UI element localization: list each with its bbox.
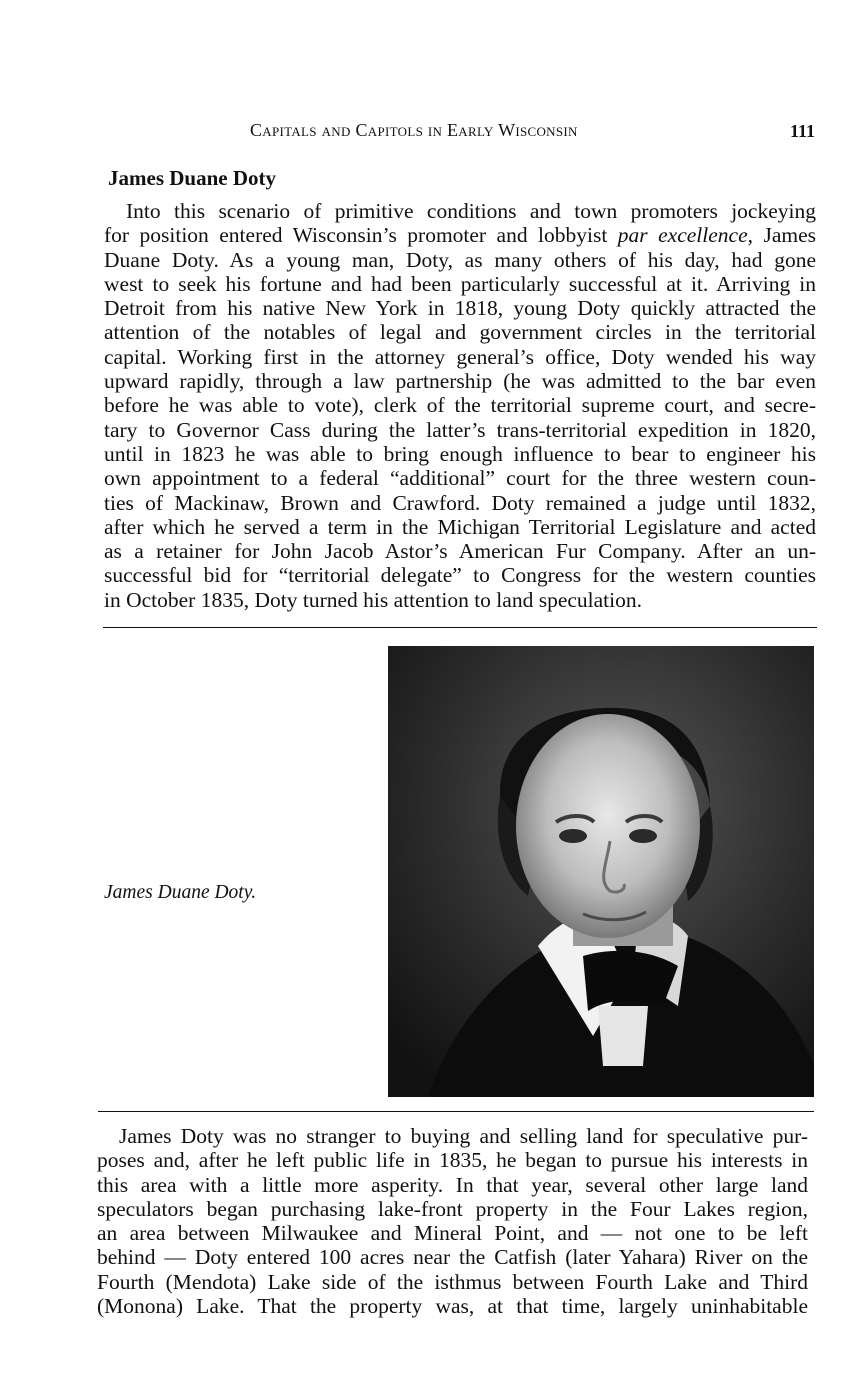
paragraph-2 [97,1124,808,1318]
paragraph-line: until in 1823 he was able to bring enough influence to bear to engineer his [104,441,816,466]
line-text: for position entered Wisconsin’s promoter and lobbyist [104,223,618,248]
paragraph-line: Into this scenario of primitive conditions and town promoters jockeying [126,199,816,223]
figure-top-rule [103,627,817,628]
running-header [0,118,859,148]
paragraph-line: behind — Doty entered 100 acres near the Catfish (later Yahara) River on the [97,1245,808,1270]
paragraph-line: as a retainer for John Jacob Astor’s American Fur Company. After an un- [104,539,816,564]
paragraph-line: ties of Mackinaw, Brown and Crawford. Doty remained a judge until 1832, [104,490,816,515]
running-title: Capitals and Capitols in Early Wisconsin [250,120,578,140]
paragraph-line: Fourth (Mendota) Lake side of the isthmus between Fourth Lake and Third [97,1269,808,1294]
paragraph-line: tary to Governor Cass during the latter’s trans-territorial expedition in 1820, [104,417,816,442]
italic-phrase: par excellence [617,223,748,248]
paragraph-line: James Doty was no stranger to buying and selling land for speculative pur- [119,1124,808,1148]
figure-bottom-rule [98,1111,814,1112]
paragraph-line: after which he served a term in the Michigan Territorial Legislature and acted [104,514,816,539]
section-heading: James Duane Doty [108,166,276,190]
page-number: 111 [790,121,816,141]
portrait-illustration [388,646,814,1097]
paragraph-line: speculators began purchasing lake-front property in the Four Lakes region, [97,1196,808,1221]
paragraph-line: west to seek his fortune and had been particularly successful at it. Arriving in [104,271,816,296]
paragraph-line: attention of the notables of legal and government circles in the territorial [104,320,816,345]
figure-caption: James Duane Doty. [104,882,257,903]
paragraph-line: own appointment to a federal “additional” court for the three western coun- [104,466,816,491]
paragraph-line: this area with a little more asperity. In that year, several other large land [97,1172,808,1197]
paragraph-line: upward rapidly, through a law partnership (he was admitted to the bar even [104,369,816,394]
line-tail: , James [747,223,816,248]
paragraph-line: Duane Doty. As a young man, Doty, as many others of his day, had gone [104,247,816,272]
paragraph-line: an area between Milwaukee and Mineral Point, and — not one to be left [97,1221,808,1246]
paragraph-line: (Monona) Lake. That the property was, at that time, largely uninhabitable [97,1294,808,1319]
paragraph-1 [104,199,816,612]
paragraph-line: capital. Working first in the attorney general’s office, Doty wended his way [104,344,816,369]
paragraph-line: in October 1835, Doty turned his attention to land speculation. [104,587,642,612]
paragraph-line: successful bid for “territorial delegate” to Congress for the western counties [104,563,816,588]
paragraph-line [104,223,816,247]
paragraph-line: before he was able to vote), clerk of the territorial supreme court, and secre- [104,393,816,418]
portrait-image [388,646,814,1097]
paragraph-line: poses and, after he left public life in 1835, he began to pursue his interests in [97,1148,808,1173]
paragraph-line: Detroit from his native New York in 1818, young Doty quickly attracted the [104,296,816,321]
